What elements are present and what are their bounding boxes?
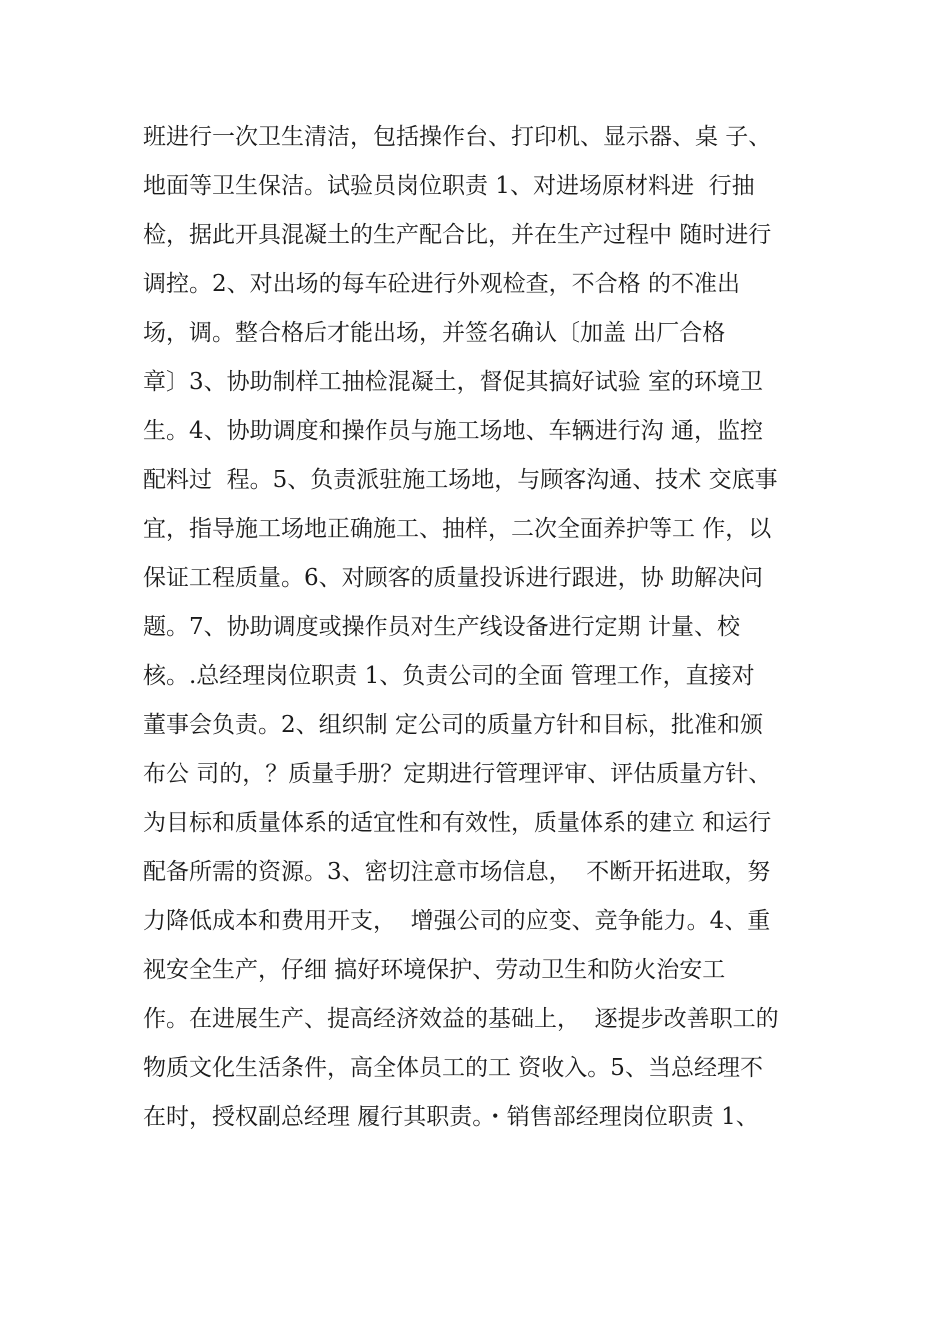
text-line: 生。4、协助调度和操作员与施工场地、车辆进行沟 通，监控 [143,418,763,444]
text-line: 为目标和质量体系的适宜性和有效性，质量体系的建立 和运行 [143,810,772,836]
text-line: 班进行一次卫生清洁，包括操作台、打印机、显示器、桌 子、 [143,124,772,150]
text-line: 在时，授权副总经理 履行其职责。・销售部经理岗位职责 1、 [143,1104,759,1130]
text-line: 配备所需的资源。3、密切注意市场信息， 不断开拓进取，努 [143,859,771,885]
text-line: 布公 司的，？质量手册？定期进行管理评审、评估质量方针、 [143,761,772,787]
text-line: 视安全生产，仔细 搞好环境保护、劳动卫生和防火治安工 [143,957,726,983]
text-line: 物质文化生活条件，高全体员工的工 资收入。5、当总经理不 [143,1055,763,1081]
text-line: 董事会负责。2、组织制 定公司的质量方针和目标，批准和颁 [143,712,763,738]
text-line: 保证工程质量。6、对顾客的质量投诉进行跟进，协 助解决问 [143,565,763,591]
text-line: 调控。2、对出场的每车砼进行外观检查，不合格 的不准出 [143,271,740,297]
text-line: 检，据此开具混凝土的生产配合比，并在生产过程中 随时进行 [143,222,772,248]
text-line: 力降低成本和费用开支， 增强公司的应变、竞争能力。4、重 [143,908,771,934]
text-line: 场，调。整合格后才能出场，并签名确认〔加盖 出厂合格 [143,320,726,346]
text-line: 宜，指导施工场地正确施工、抽样，二次全面养护等工 作，以 [143,516,772,542]
text-line: 配料过 程。5、负责派驻施工场地，与顾客沟通、技术 交底事 [143,467,778,493]
body-text [143,113,833,1142]
text-line: 核。.总经理岗位职责 1、负责公司的全面 管理工作，直接对 [143,663,755,689]
text-line: 作。在进展生产、提高经济效益的基础上， 逐提步改善职工的 [143,1006,779,1032]
text-line: 地面等卫生保洁。试验员岗位职责 1、对进场原材料进 行抽 [143,173,755,199]
text-line: 章〕3、协助制样工抽检混凝土，督促其搞好试验 室的环境卫 [143,369,763,395]
text-line: 题。7、协助调度或操作员对生产线设备进行定期 计量、校 [143,614,740,640]
